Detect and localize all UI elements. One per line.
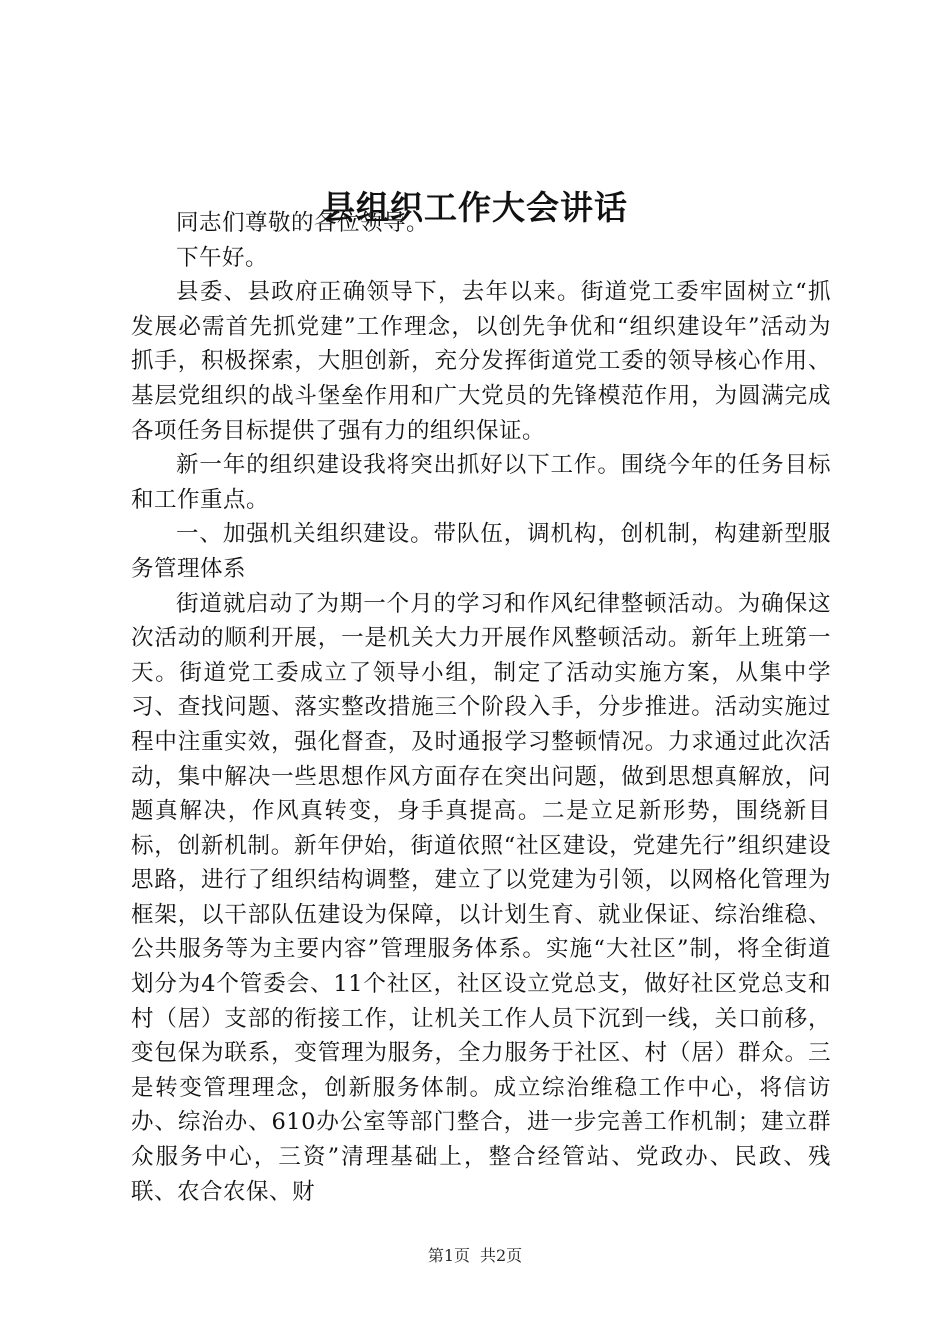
paragraph-greeting: 下午好。 xyxy=(176,244,269,271)
document-body xyxy=(131,206,831,1209)
paragraph-intro: 县委、县政府正确领导下，去年以来。街道党工委牢固树立“抓发展必需首先抓党建”工作理念，以创先争优和“组织建设年”活动为抓手，积极探索，大胆创新，充分发挥街道党工委的领导核心作用、基层党组织的战斗堡垒作用和广大党员的先锋模范作用，为圆满完成各项任务目标提供了强有力的组织保证。 xyxy=(131,279,831,444)
page-number-total: 共2页 xyxy=(480,1246,523,1265)
paragraph-section-body: 街道就启动了为期一个月的学习和作风纪律整顿活动。为确保这次活动的顺利开展，一是机关大力开展作风整顿活动。新年上班第一天。街道党工委成立了领导小组，制定了活动实施方案，从集中学习、查找问题、落实整改措施三个阶段入手，分步推进。活动实施过程中注重实效，强化督查，及时通报学习整顿情况。力求通过此次活动，集中解决一些思想作风方面存在突出问题，做到思想真解放，问题真解决，作风真转变，身手真提高。二是立足新形势，围绕新目标，创新机制。新年伊始，街道依照“社区建设，党建先行”组织建设思路，进行了组织结构调整，建立了以党建为引领，以网格化管理为框架，以干部队伍建设为保障，以计划生育、就业保证、综治维稳、公共服务等为主要内容”管理服务体系。实施“大社区”制，将全街道划分为4个管委会、11个社区，社区设立党总支，做好社区党总支和村（居）支部的衔接工作，让机关工作人员下沉到一线，关口前移，变包保为联系，变管理为服务，全力服务于社区、村（居）群众。三是转变管理理念，创新服务体制。成立综治维稳工作中心，将信访办、综治办、610办公室等部门整合，进一步完善工作机制；建立群众服务中心，三资”清理基础上，整合经管站、党政办、民政、残联、农合农保、财 xyxy=(131,590,831,1205)
paragraph-salutation: 同志们尊敬的各位领导。 xyxy=(176,210,430,236)
document-title: 县组织工作大会讲话 xyxy=(322,188,628,227)
paragraph-plan: 新一年的组织建设我将突出抓好以下工作。围绕今年的任务目标和工作重点。 xyxy=(131,452,831,513)
paragraph-section-heading: 一、加强机关组织建设。带队伍，调机构，创机制，构建新型服务管理体系 xyxy=(131,521,831,582)
page-number-current: 第1页 xyxy=(427,1246,470,1265)
page-footer xyxy=(0,1245,950,1267)
